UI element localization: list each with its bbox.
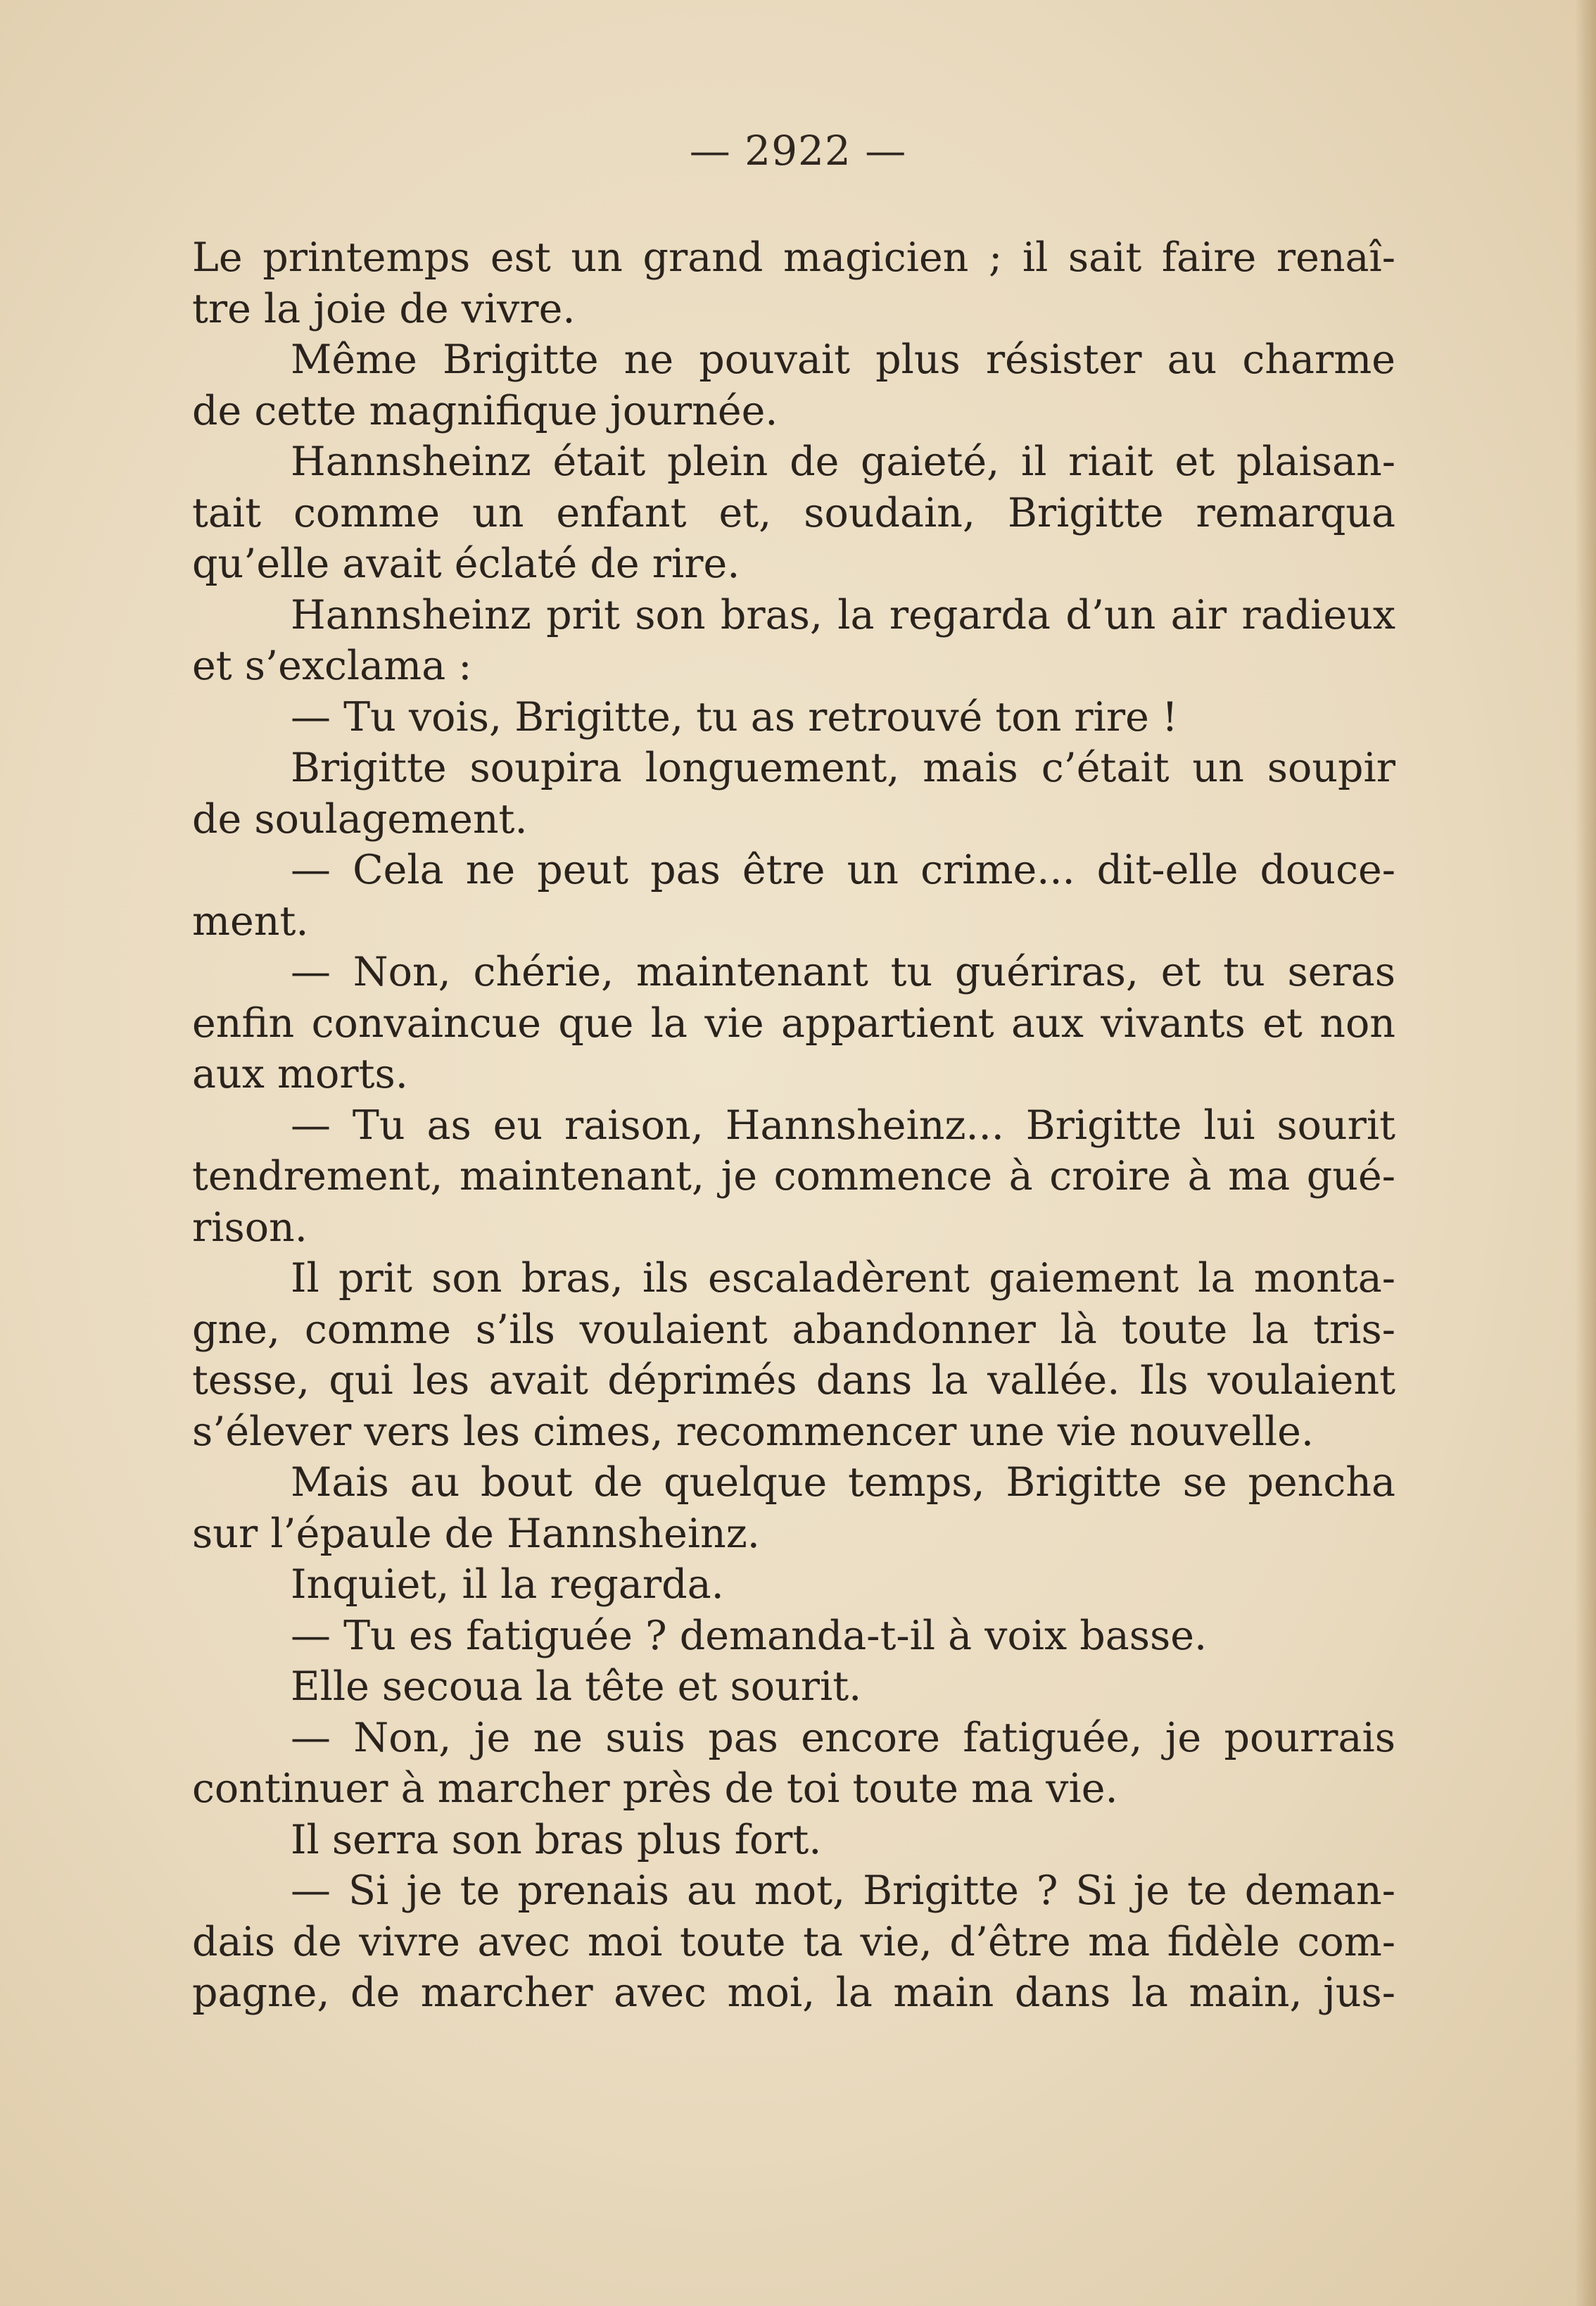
text-line: Même Brigitte ne pouvait plus résister au charme [291, 336, 1395, 383]
page-edge-shadow [1575, 0, 1596, 2306]
text-line: tendrement, maintenant, je commence à croire à ma gué- [192, 1153, 1395, 1199]
text-line: Hannsheinz prit son bras, la regarda d’un air radieux [291, 591, 1395, 638]
text-line: tait comme un enfant et, soudain, Brigitte remarqua [192, 489, 1395, 536]
text-line: aux morts. [192, 1051, 408, 1097]
text-line: ment. [192, 897, 309, 945]
text-line: Il serra son bras plus fort. [291, 1816, 822, 1863]
page-number: — 2922 — [689, 127, 907, 175]
text-line: — Non, je ne suis pas encore fatiguée, je pourrais [291, 1714, 1395, 1761]
text-line: continuer à marcher près de toi toute ma vie. [192, 1765, 1118, 1812]
text-line: Il prit son bras, ils escaladèrent gaiement la monta- [291, 1255, 1395, 1302]
text-line: et s’exclama : [192, 643, 472, 689]
text-line: qu’elle avait éclaté de rire. [192, 541, 740, 587]
text-line: rison. [192, 1204, 308, 1251]
text-line: — Tu as eu raison, Hannsheinz... Brigitte lui sourit [291, 1102, 1395, 1149]
text-line: — Cela ne peut pas être un crime... dit-elle douce- [291, 847, 1395, 893]
text-line: Le printemps est un grand magicien ; il sait faire renaî- [192, 234, 1395, 281]
body-text [192, 232, 1395, 2019]
text-line: de soulagement. [192, 795, 528, 843]
text-line: Inquiet, il la regarda. [291, 1561, 724, 1608]
text-line: sur l’épaule de Hannsheinz. [192, 1510, 760, 1557]
text-line: — Tu es fatiguée ? demanda-t-il à voix basse. [291, 1612, 1208, 1659]
text-line: pagne, de marcher avec moi, la main dans la main, jus- [192, 1970, 1395, 2016]
text-line: enfin convaincue que la vie appartient aux vivants et non [192, 1000, 1395, 1047]
text-line: de cette magnifique journée. [192, 387, 778, 434]
text-line: — Si je te prenais au mot, Brigitte ? Si je te deman- [291, 1867, 1395, 1914]
text-line: Brigitte soupira longuement, mais c’était un soupir [291, 745, 1395, 791]
text-line: tesse, qui les avait déprimés dans la vallée. Ils voulaient [192, 1357, 1395, 1404]
text-line: Mais au bout de quelque temps, Brigitte se pencha [291, 1459, 1395, 1506]
text-line: gne, comme s’ils voulaient abandonner là toute la tris- [192, 1306, 1395, 1353]
text-line: tre la joie de vivre. [192, 285, 576, 332]
text-line: Elle secoua la tête et sourit. [291, 1663, 862, 1710]
text-line: — Non, chérie, maintenant tu guériras, et tu seras [291, 949, 1395, 995]
text-line: dais de vivre avec moi toute ta vie, d’être ma fidèle com- [192, 1918, 1395, 1965]
text-line: Hannsheinz était plein de gaieté, il riait et plaisan- [291, 439, 1395, 485]
text-line: s’élever vers les cimes, recommencer une vie nouvelle. [192, 1408, 1314, 1455]
text-line: — Tu vois, Brigitte, tu as retrouvé ton rire ! [291, 693, 1178, 741]
